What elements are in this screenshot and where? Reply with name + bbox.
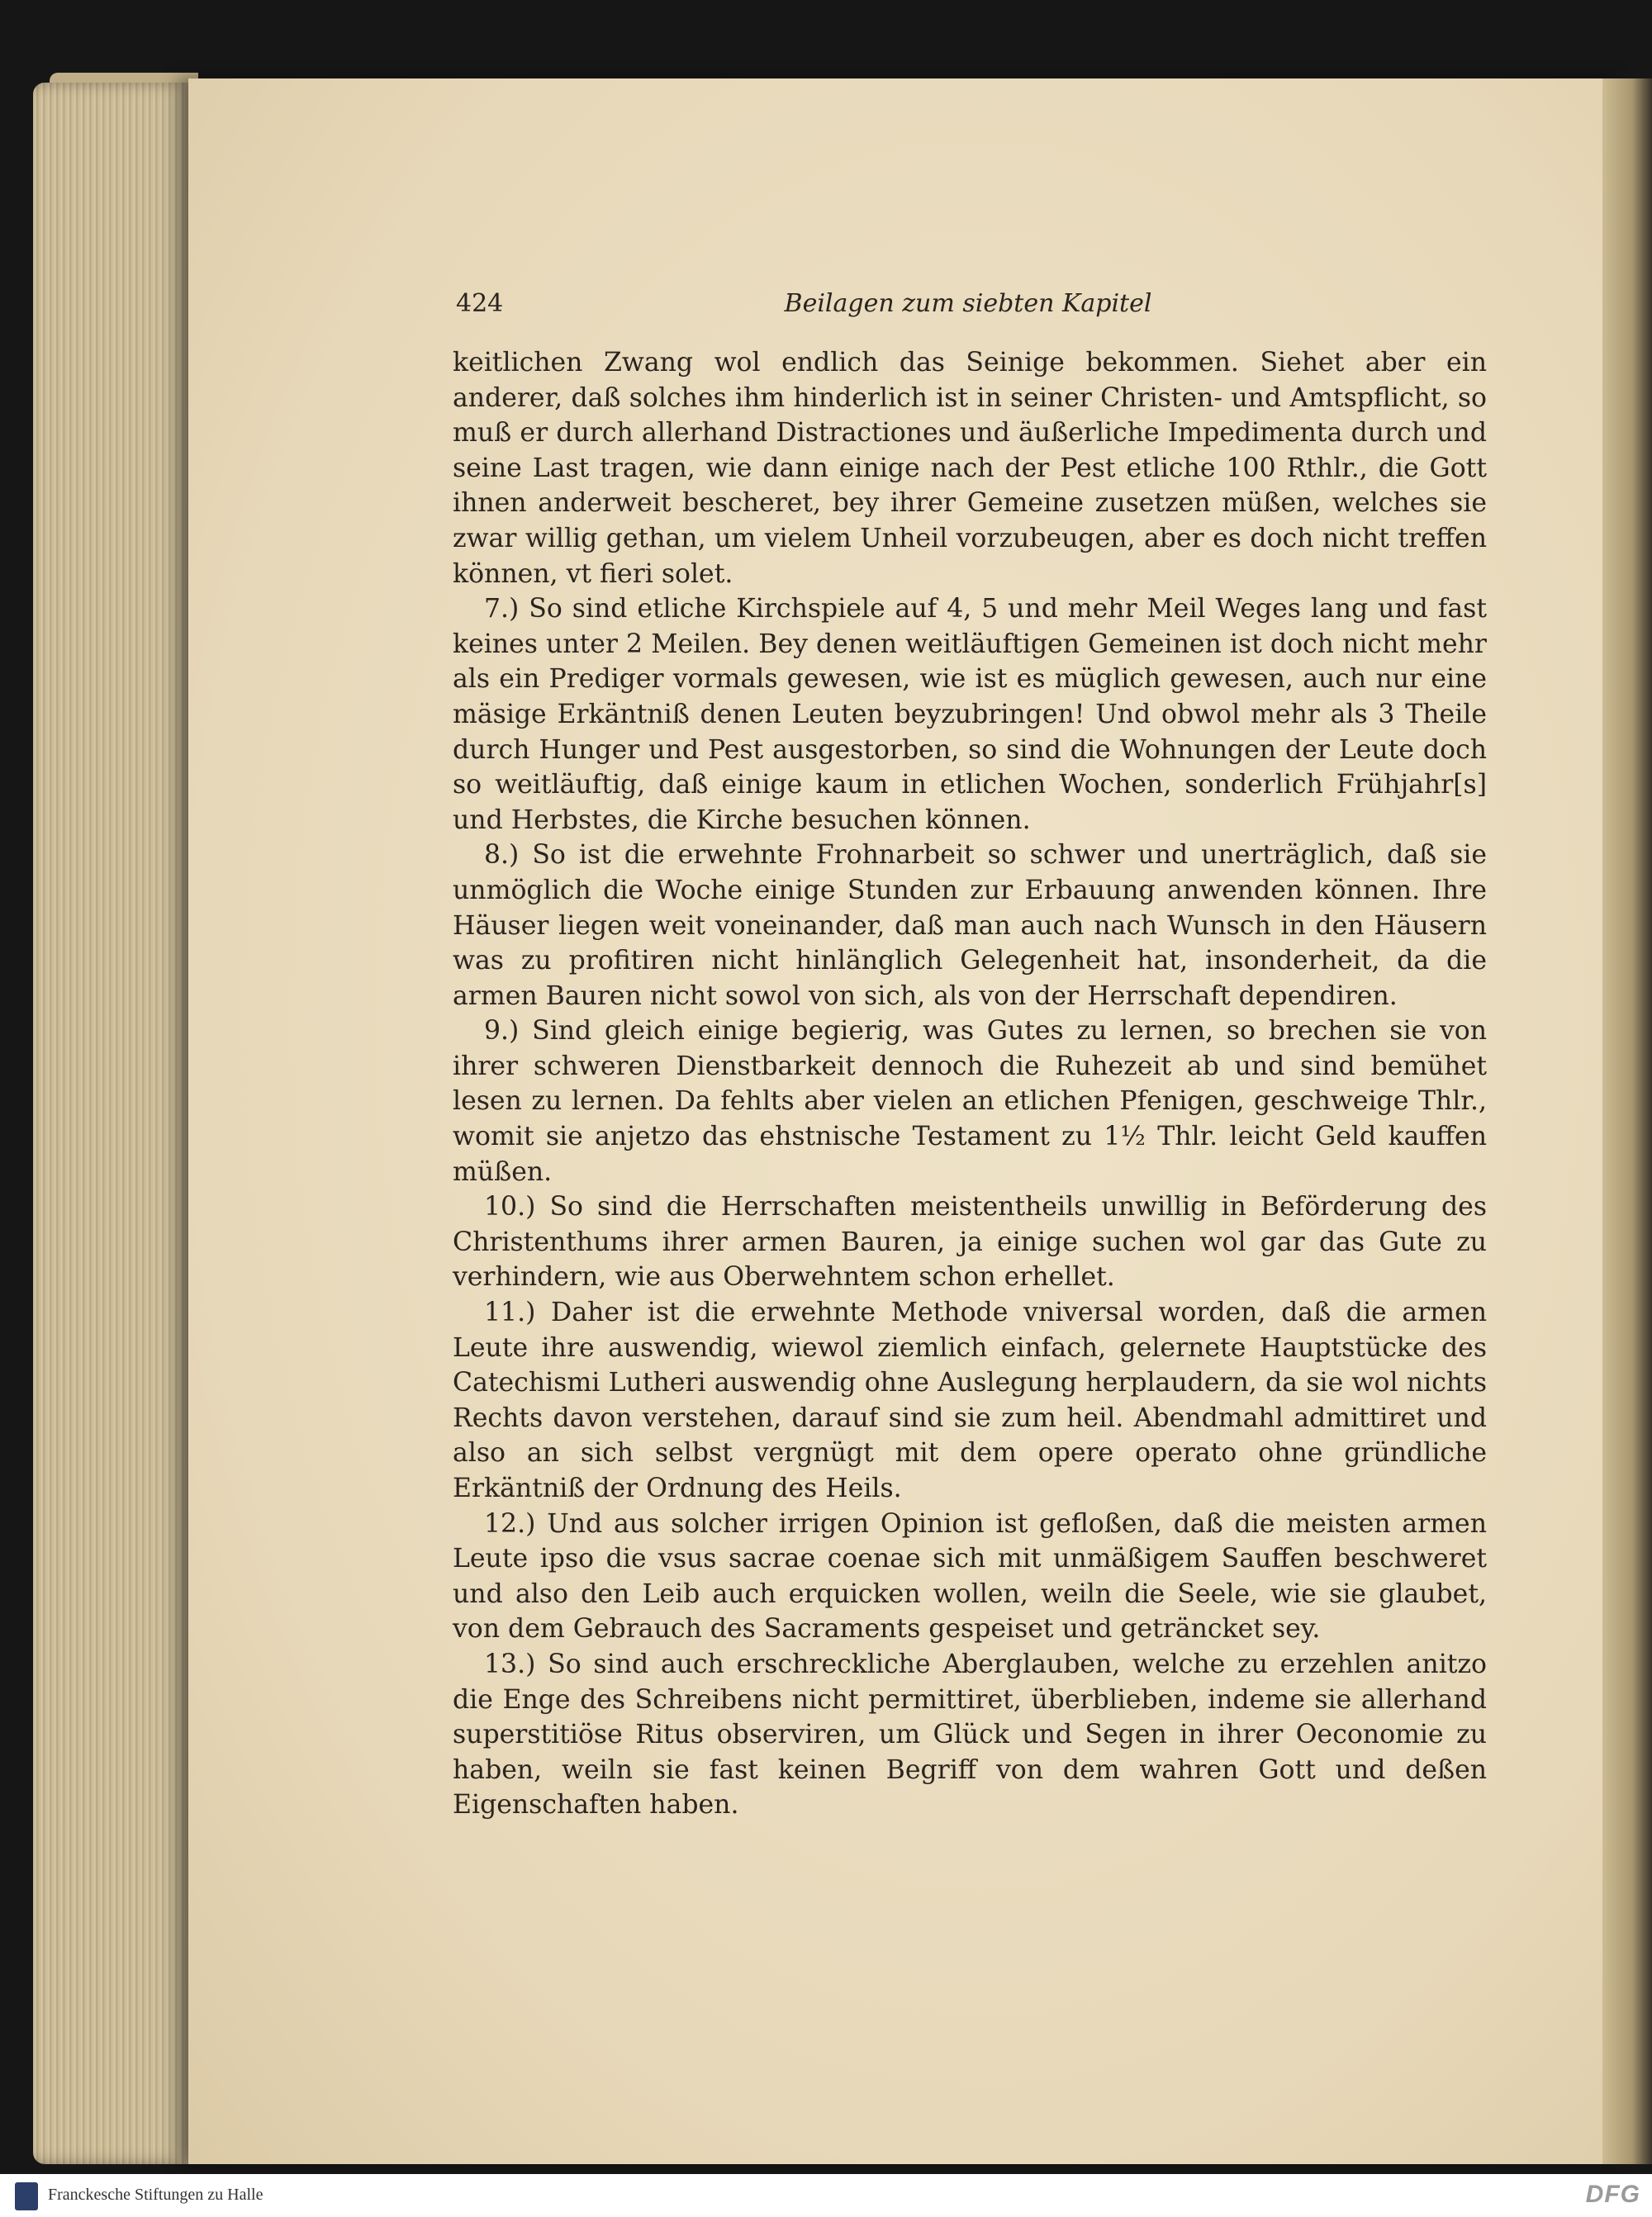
institution-name: Franckesche Stiftungen zu Halle [48,2186,263,2204]
paragraph: 12.) Und aus solcher irrigen Opinion ist gefloßen, daß die meisten armen Leute ipso die vsus sacrae coenae sich mit unmäßigem Sauffen beschweret und also den Leib auch erquicken wollen, weiln die Seele, wie sie glaubet, von dem Gebrauch des Sacraments gespeiset und geträncket sey. [453,1508,1487,1645]
viewer-footer [0,2174,1652,2217]
paragraph: 13.) So sind auch erschreckliche Aberglauben, welche zu erzehlen anitzo die Enge des Schreibens nicht permittiret, überblieben, indeme sie allerhand superstitiöse Ritus observiren, um Glück und Segen in ihrer Oeconomie zu haben, weiln sie fast keinen Begriff von dem wahren Gott und deßen Eigenschaften haben. [453,1649,1487,1821]
paragraph: keitlichen Zwang wol endlich das Seinige bekommen. Siehet aber ein anderer, daß solches ihm hinderlich ist in seiner Christen- und Amtspflicht, so muß er durch allerhand Distractiones und äußerliche Impedimenta durch und seine Last tragen, wie dann einige nach der Pest etliche 100 Rthlr., die Gott ihnen anderweit bescheret, bey ihrer Gemeine zusetzen müßen, welches sie zwar willig gethan, um vielem Unheil vorzubeugen, aber es doch nicht treffen können, vt fieri solet. [453,348,1487,589]
page-number: 424 [456,289,504,318]
page-edges [33,83,198,2164]
running-header [456,289,1480,322]
body-text [453,345,1487,1823]
paragraph: 11.) Daher ist die erwehnte Methode vniversal worden, daß die armen Leute ihre auswendig, wiewol ziemlich einfach, gelernete Hauptstücke des Catechismi Lutheri auswendig ohne Auslegung herplaudern, da sie wol nichts Rechts davon verstehen, darauf sind sie zum heil. Abendmahl admittiret und also an sich selbst vergnügt mit dem opere operato ohne gründliche Erkäntniß der Ordnung des Heils. [453,1298,1487,1503]
dfg-logo: DFG [1585,2181,1640,2208]
institution-logo-icon [15,2182,38,2210]
paragraph: 9.) Sind gleich einige begierig, was Gutes zu lernen, so brechen sie von ihrer schweren Dienstbarkeit dennoch die Ruhezeit ab und sind bemühet lesen zu lernen. Da fehlts aber vielen an etlichen Pfenigen, geschweige Thlr., womit sie anjetzo das ehstnische Testament zu 1½ Thlr. leicht Geld kauffen müßen. [453,1016,1487,1187]
book-gutter [1602,78,1652,2164]
running-title: Beilagen zum siebten Kapitel [784,289,1152,318]
paragraph: 7.) So sind etliche Kirchspiele auf 4, 5 und mehr Meil Weges lang und fast keines unter 2 Meilen. Bey denen weitläuftigen Gemeinen ist doch nicht mehr als ein Prediger vormals gewesen, wie ist es müglich gewesen, auch nur eine mäsige Erkäntniß denen Leuten beyzubringen! Und obwol mehr als 3 Theile durch Hunger und Pest ausgestorben, so sind die Wohnungen der Leute doch so weitläuftig, daß einige kaum in etlichen Wochen, sonderlich Frühjahr[s] und Herbstes, die Kirche besuchen können. [453,594,1487,835]
paragraph: 8.) So ist die erwehnte Frohnarbeit so schwer und unerträglich, daß sie unmöglich die Woche einige Stunden zur Erbauung anwenden können. Ihre Häuser liegen weit voneinander, daß man auch nach Wunsch in den Häusern was zu profitiren nicht hinlänglich Gelegenheit hat, insonderheit, da die armen Bauren nicht sowol von sich, als von der Herrschaft dependiren. [453,840,1487,1011]
paragraph: 10.) So sind die Herrschaften meistentheils unwillig in Beförderung des Christenthums ihrer armen Bauren, ja einige suchen wol gar das Gute zu verhindern, wie aus Oberwehntem schon erhellet. [453,1192,1487,1293]
